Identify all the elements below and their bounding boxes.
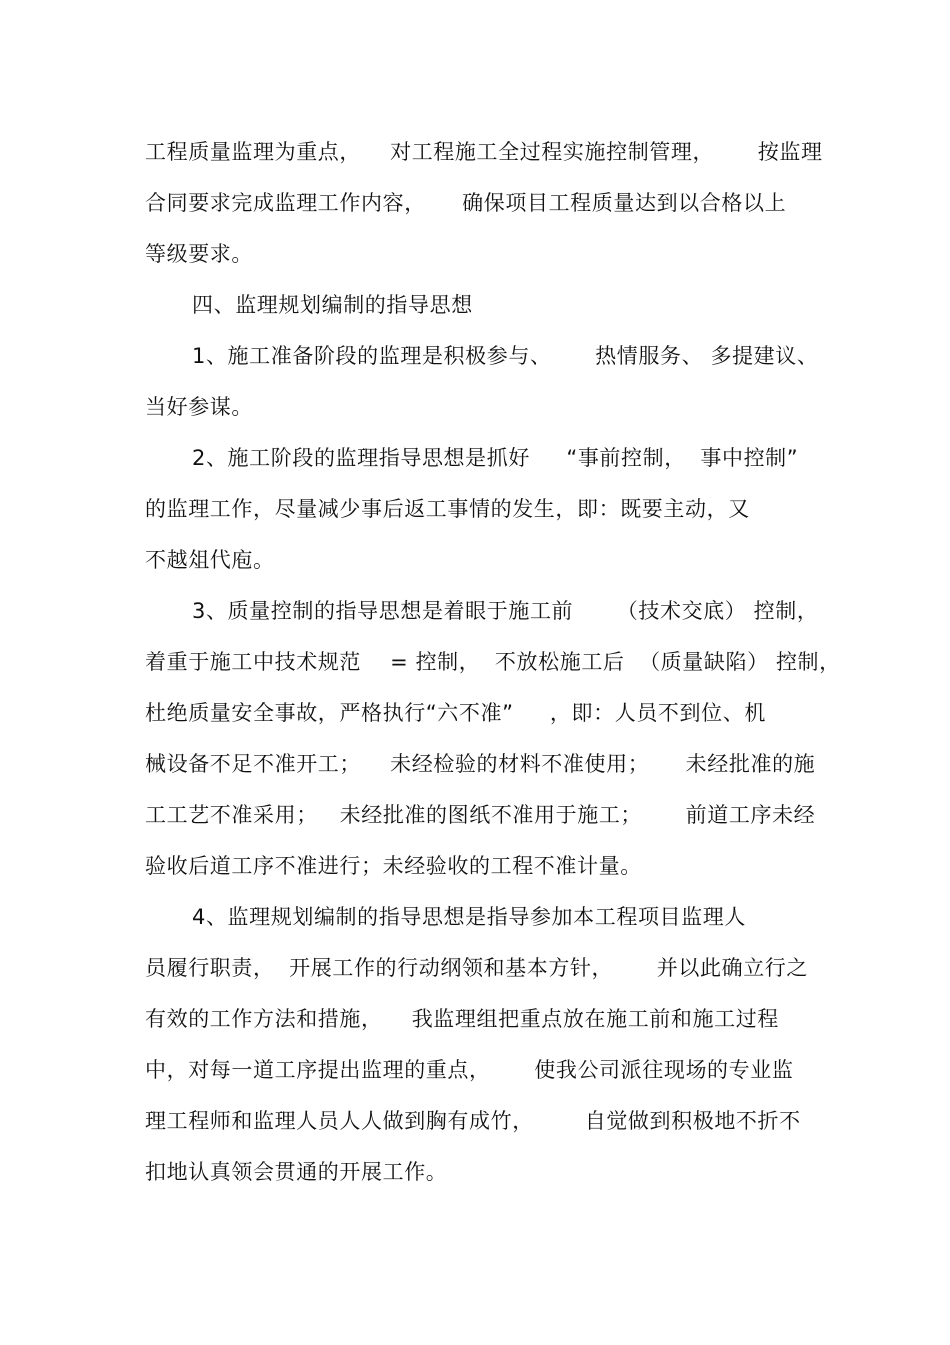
paragraph-line: 2、施工阶段的监理指导思想是抓好 “事前控制， 事中控制” xyxy=(192,446,799,470)
paragraph-line: 有效的工作方法和措施， 我监理组把重点放在施工前和施工过程 xyxy=(145,1007,779,1031)
paragraph-line: 1、施工准备阶段的监理是积极参与、 热情服务、 多提建议、 xyxy=(192,344,819,368)
paragraph-line: 着重于施工中技术规范 = 控制， 不放松施工后 （质量缺陷） 控制， xyxy=(145,650,841,674)
paragraph-line: 的监理工作，尽量减少事后返工事情的发生，即：既要主动，又 xyxy=(145,497,750,521)
paragraph-line: 4、监理规划编制的指导思想是指导参加本工程项目监理人 xyxy=(192,905,746,929)
paragraph-line: 工程质量监理为重点， 对工程施工全过程实施控制管理， 按监理 xyxy=(145,140,823,164)
paragraph-line: 合同要求完成监理工作内容， 确保项目工程质量达到以合格以上 xyxy=(145,191,787,215)
paragraph-line: 验收后道工序不准进行；未经验收的工程不准计量。 xyxy=(145,854,642,878)
paragraph-line: 工工艺不准采用； 未经批准的图纸不准用于施工； 前道工序未经 xyxy=(145,803,816,827)
paragraph-line: 扣地认真领会贯通的开展工作。 xyxy=(145,1160,448,1184)
paragraph-line: 员履行职责， 开展工作的行动纲领和基本方针， 并以此确立行之 xyxy=(145,956,808,980)
paragraph-line: 3、质量控制的指导思想是着眼于施工前 （技术交底） 控制， xyxy=(192,599,819,623)
paragraph-line: 等级要求。 xyxy=(145,242,253,266)
paragraph-line: 中，对每一道工序提出监理的重点， 使我公司派往现场的专业监 xyxy=(145,1058,794,1082)
paragraph-line: 当好参谋。 xyxy=(145,395,253,419)
paragraph-line: 杜绝质量安全事故，严格执行“六不准” ，即：人员不到位、机 xyxy=(145,701,766,725)
section-heading: 四、监理规划编制的指导思想 xyxy=(192,293,473,317)
paragraph-line: 不越俎代庖。 xyxy=(145,548,275,572)
paragraph-line: 械设备不足不准开工； 未经检验的材料不准使用； 未经批准的施 xyxy=(145,752,816,776)
paragraph-line: 理工程师和监理人员人人做到胸有成竹， 自觉做到积极地不折不 xyxy=(145,1109,801,1133)
